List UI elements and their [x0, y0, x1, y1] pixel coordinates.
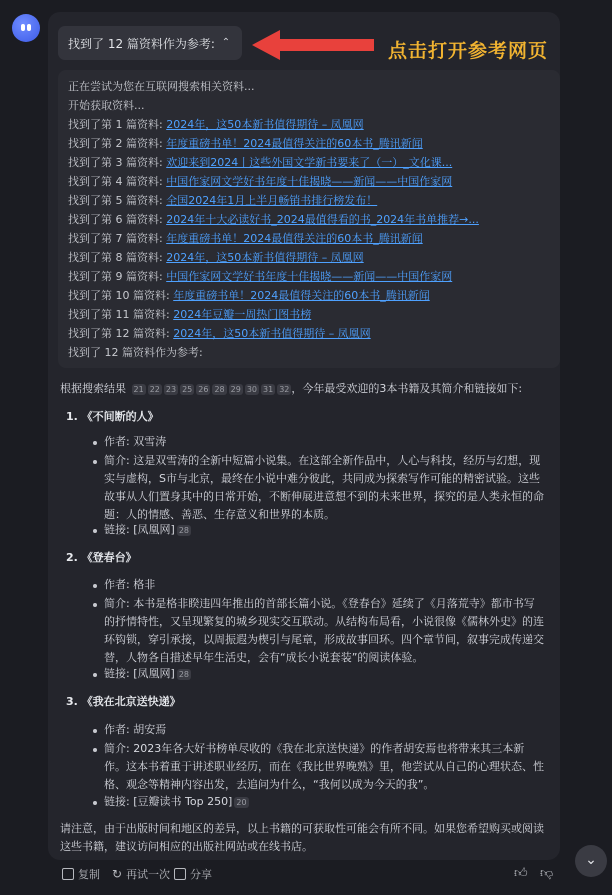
- copy-icon: [62, 868, 74, 880]
- source-item: [68, 137, 423, 151]
- source-prefix: 找到了第 12 篇资料:: [68, 327, 170, 340]
- red-arrow-annotation: [250, 28, 378, 62]
- annotation-text: 点击打开参考网页: [388, 40, 549, 62]
- source-item: [68, 118, 364, 132]
- book-summary-line: 环钩锁，穿引承接，以周振遐为楔引与尾章，形成故事回环。四个章节间，叙事完成传递交: [104, 633, 544, 646]
- citation-badge[interactable]: 23: [165, 384, 177, 394]
- bullet: [93, 460, 97, 464]
- bullet: [93, 673, 97, 677]
- source-link[interactable]: 中国作家网文学好书年度十佳揭晓——新闻——中国作家网: [166, 270, 453, 283]
- book-summary-line: 故事从人们置身其中的日常开始，不断伸展进意想不到的未来世界，探究的是人类永恒的命: [104, 490, 544, 503]
- double-chevron-down-icon: ⌄: [585, 852, 597, 868]
- source-prefix: 找到了第 6 篇资料:: [68, 213, 163, 226]
- book-title: 2. 《登春台》: [66, 551, 137, 564]
- source-prefix: 找到了第 4 篇资料:: [68, 175, 163, 188]
- citation-badge: 20: [236, 797, 247, 807]
- book-summary: 简介: 这是双雪涛的全新中短篇小说集。在这部全新作品中，人心与科技，经历与幻想，现: [104, 454, 541, 467]
- citation-badge[interactable]: 31: [263, 384, 274, 394]
- source-item: [68, 251, 364, 265]
- source-item: [68, 289, 430, 303]
- share-icon: [174, 868, 186, 880]
- status-line: 开始获取资料...: [68, 99, 145, 112]
- sources-toggle-button[interactable]: [58, 26, 242, 60]
- source-link[interactable]: 2024年十大必读好书_2024最值得看的书_2024年书单推荐→...: [166, 213, 479, 226]
- book-author: 作者: 格非: [104, 578, 156, 591]
- book-author: 作者: 双雪涛: [104, 435, 167, 448]
- source-item: [68, 327, 371, 341]
- bullet: [93, 529, 97, 533]
- refresh-icon: ↻: [112, 867, 123, 881]
- book-summary-line: 替，人物各自措述早年生活史，会有“成长小说套装”的阅读体验。: [104, 651, 424, 664]
- share-label: 分享: [190, 868, 212, 881]
- share-button[interactable]: [174, 866, 212, 882]
- sources-toggle-label: 找到了 12 篇资料作为参考:: [68, 36, 215, 51]
- retry-label: 再试一次: [126, 868, 171, 881]
- bullet: [93, 603, 97, 607]
- citation-badge[interactable]: 28: [214, 384, 225, 394]
- source-prefix: 找到了第 8 篇资料:: [68, 251, 163, 264]
- book-link[interactable]: 链接: [凤凰网] 28: [104, 667, 189, 680]
- source-item: [68, 194, 377, 208]
- source-link[interactable]: 全国2024年1月上半月畅销书排行榜发布！: [166, 194, 378, 207]
- chevron-up-icon: ⌃: [221, 37, 231, 48]
- copy-button[interactable]: [62, 866, 100, 882]
- source-prefix: 找到了第 1 篇资料:: [68, 118, 163, 131]
- source-link[interactable]: 2024年，这50本新书值得期待 – 凤凰网: [166, 251, 364, 264]
- citation-badge[interactable]: 25: [182, 384, 193, 394]
- source-prefix: 找到了第 2 篇资料:: [68, 137, 163, 150]
- source-prefix: 找到了第 11 篇资料:: [68, 308, 170, 321]
- source-prefix: 找到了第 5 篇资料:: [68, 194, 163, 207]
- citation-badge: 28: [178, 669, 189, 679]
- book-link[interactable]: 链接: [凤凰网] 28: [104, 523, 189, 536]
- citation-badge[interactable]: 30: [246, 384, 257, 394]
- book-title: 3. 《我在北京送快递》: [66, 695, 181, 708]
- citation-badge[interactable]: 26: [198, 384, 209, 394]
- source-link[interactable]: 年度重磅书单！2024最值得关注的60本书_腾讯新闻: [173, 289, 430, 302]
- source-link[interactable]: 中国作家网文学好书年度十佳揭晓——新闻——中国作家网: [166, 175, 453, 188]
- bullet: [93, 748, 97, 752]
- status-line: 正在尝试为您在互联网搜索相关资料...: [68, 80, 255, 93]
- citation-badge[interactable]: 21: [133, 384, 144, 394]
- book-summary: 简介: 2023年各大好书榜单尽收的《我在北京送快递》的作者胡安焉也将带来其三本新: [104, 742, 525, 755]
- source-prefix: 找到了第 9 篇资料:: [68, 270, 163, 283]
- citation-badge: 28: [178, 525, 189, 535]
- book-summary-line: 题：人的情感、善恶、生存意义和世界的本质。: [104, 508, 335, 521]
- source-link[interactable]: 2024年豆瓣一周热门图书榜: [173, 308, 312, 321]
- source-item: [68, 270, 452, 284]
- source-link[interactable]: 2024年，这50本新书值得期待 – 凤凰网: [173, 327, 371, 340]
- bullet: [93, 584, 97, 588]
- source-item: [68, 175, 452, 189]
- thumbs-up-icon[interactable]: 👍︎: [514, 866, 528, 881]
- citation-badge[interactable]: 22: [149, 384, 160, 394]
- source-prefix: 找到了第 7 篇资料:: [68, 232, 163, 245]
- source-item: [68, 308, 311, 322]
- answer-intro: [60, 382, 522, 396]
- thumbs-down-icon[interactable]: 👎︎: [540, 866, 554, 881]
- book-summary-line: 实与虚构，S市与北京，最终在小说中难分彼此，共同成为探索写作可能的精密试验。这些: [104, 472, 540, 485]
- source-item: [68, 232, 423, 246]
- assistant-avatar: [12, 14, 40, 42]
- source-prefix: 找到了第 3 篇资料:: [68, 156, 163, 169]
- book-summary-line: 格、观念等精神内容出发，去追问为什么，“我何以成为今天的我”。: [104, 778, 435, 791]
- closing-note: 请注意，由于出版时间和地区的差异，以上书籍的可获取性可能会有所不同。如果您希望购买或阅读: [60, 822, 544, 835]
- citation-badge[interactable]: 32: [279, 384, 290, 394]
- source-link[interactable]: 年度重磅书单！2024最值得关注的60本书_腾讯新闻: [166, 137, 423, 150]
- citation-badge[interactable]: 29: [230, 384, 241, 394]
- sources-footer: 找到了 12 篇资料作为参考:: [68, 346, 203, 359]
- closing-note: 这些书籍，建议访问相应的出版社网站或在线书店。: [60, 840, 313, 853]
- intro-text: 根据搜索结果: [60, 382, 126, 395]
- book-summary-line: 的抒情特性，又呈现繁复的城乡现实交互联动。从结构布局看，小说很像《儒林外史》的连: [104, 615, 544, 628]
- source-item: [68, 213, 479, 227]
- source-link[interactable]: 欢迎来到2024丨这些外国文学新书要来了（一）_文化课...: [166, 156, 453, 169]
- source-link[interactable]: 年度重磅书单！2024最值得关注的60本书_腾讯新闻: [166, 232, 423, 245]
- source-prefix: 找到了第 10 篇资料:: [68, 289, 170, 302]
- book-author: 作者: 胡安焉: [104, 723, 167, 736]
- avatar-eye-right: [27, 24, 31, 31]
- avatar-eye-left: [21, 24, 25, 31]
- bullet: [93, 441, 97, 445]
- intro-text: ，今年最受欢迎的3本书籍及其简介和链接如下:: [291, 382, 523, 395]
- copy-label: 复制: [78, 868, 100, 881]
- source-item: [68, 156, 452, 170]
- bullet: [93, 801, 97, 805]
- book-link[interactable]: 链接: [豆瓣读书 Top 250] 20: [104, 795, 247, 808]
- bullet: [93, 729, 97, 733]
- book-summary-line: 作。这本书着重于讲述职业经历，而在《我比世界晚熟》里，他尝试从自己的心理状态、性: [104, 760, 544, 773]
- scroll-to-bottom-button[interactable]: [575, 845, 607, 877]
- source-link[interactable]: 2024年，这50本新书值得期待 – 凤凰网: [166, 118, 364, 131]
- book-title: 1. 《不间断的人》: [66, 410, 159, 423]
- retry-button[interactable]: [112, 866, 170, 882]
- book-summary: 简介: 本书是格非睽违四年推出的首部长篇小说。《登春台》延续了《月落荒寺》都市书写: [104, 597, 535, 610]
